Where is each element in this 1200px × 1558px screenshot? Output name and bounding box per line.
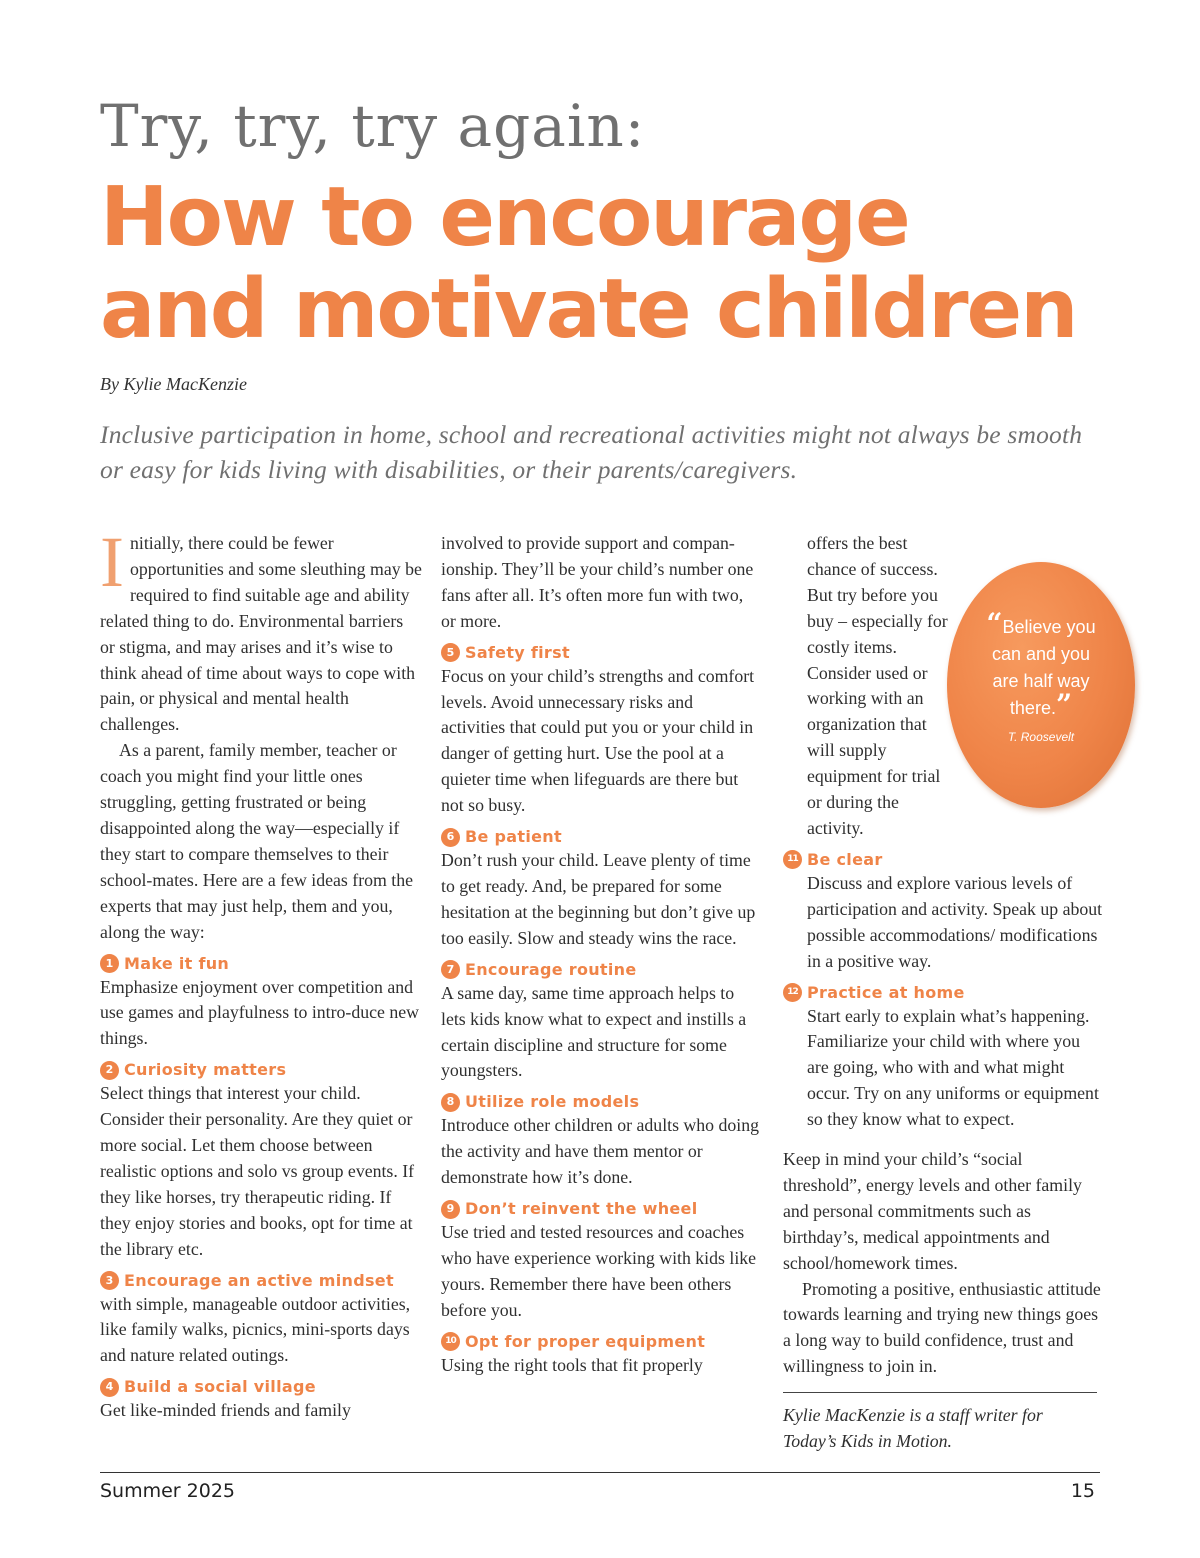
tip-heading: Opt for proper equipment (465, 1331, 706, 1351)
tip-number-badge: 5 (441, 643, 460, 662)
pull-quote (947, 562, 1135, 808)
lede: Inclusive participation in home, school and recreational activities might not always be smooth or easy for kids living with disabilities, or their parents/caregivers. (100, 420, 1083, 484)
tip-heading: Build a social village (124, 1377, 316, 1397)
tip-11 (783, 849, 1103, 975)
close-quote-mark: ” (1055, 688, 1073, 721)
intro-paragraph-1: Initially, there could be fewer opportunities and some sleuthing may be required to find suitable age and ability related thing to do. Environmental barriers or stigma, and may arises and it’s wise to think ahead of time about ways to cope with pain, or physical and mental health challenges. (100, 522, 422, 735)
tip-5 (441, 642, 761, 819)
tip-body: Start early to explain what’s happening. Familiarize your child with where you are going, who with and what might occur. Try on any uniforms or equipment so they know what to expect. (807, 1005, 1099, 1130)
author-bio-line-2: Today’s Kids in Motion. (783, 1431, 952, 1452)
pull-quote-text: “Believe you can and you are half way there.” (986, 607, 1096, 721)
tip-body: Get like-minded friends and family (100, 1400, 351, 1421)
page-number: 15 (1070, 1480, 1095, 1502)
tip-10 (441, 1331, 761, 1379)
tip-body: Introduce other children or adults who doing the activity and have them mentor or demonstrate how it’s done. (441, 1115, 760, 1188)
tip-7 (441, 959, 761, 1085)
column-2 (441, 531, 761, 1379)
tip-body: Using the right tools that fit properly (441, 1354, 703, 1375)
overtitle: Try, try, try again: (100, 92, 646, 160)
tip-3 (100, 1270, 422, 1370)
tip-number-badge: 9 (441, 1200, 460, 1219)
tip-8 (441, 1091, 761, 1191)
intro-paragraph-2: As a parent, family member, teacher or coach you might find your little ones struggling, getting frustrated or being disappointed along the way—especially if they start to compare themselves to their school-mates. Here are a few ideas from the experts that may just help, them and you, along the way: (100, 740, 414, 942)
tip-1 (100, 953, 422, 1053)
open-quote-mark: “ (986, 607, 1003, 640)
tip-heading: Practice at home (807, 982, 965, 1002)
tip-body: Use tried and tested resources and coaches who have experience working with kids like yours. Remember there have been others before you. (441, 1222, 757, 1320)
tip-2 (100, 1059, 422, 1262)
tip-number-badge: 1 (100, 954, 119, 973)
tip-heading: Safety first (465, 642, 570, 662)
author-bio (783, 1403, 1103, 1455)
tip-6 (441, 826, 761, 952)
closing-paragraph-2: Promoting a positive, enthusiastic attitude towards learning and trying new things goes a long way to build confidence, trust and willingness to join in. (783, 1278, 1101, 1377)
tip-number-badge: 6 (441, 828, 460, 847)
tip-heading: Be clear (807, 849, 883, 869)
column-1 (100, 522, 422, 1424)
drop-cap: I (100, 522, 124, 602)
tip-4-continued: involved to provide support and compan-ionship. They’ll be your child’s number one fans after all. It’s often more fun with two, or more. (441, 533, 754, 631)
footer-rule (100, 1472, 1100, 1473)
tip-10-continued: offers the best chance of success. But try before you buy – especially for costly items. Consider used or working with an organization that will supply equipment for trial or during the activity. (807, 533, 948, 838)
tip-number-badge: 7 (441, 960, 460, 979)
pull-quote-attribution: T. Roosevelt (1007, 730, 1075, 744)
tip-body: Don’t rush your child. Leave plenty of time to get ready. And, be prepared for some hesitation at the beginning but don’t give up too easily. Slow and steady wins the race. (441, 850, 756, 948)
byline: By Kylie MacKenzie (100, 374, 247, 394)
tip-12 (783, 982, 1103, 1134)
tip-heading: Don’t reinvent the wheel (465, 1199, 698, 1219)
tip-heading: Utilize role models (465, 1092, 640, 1112)
tip-heading: Be patient (465, 827, 562, 847)
tip-9 (441, 1198, 761, 1324)
author-bio-line-1: Kylie MacKenzie is a staff writer for (783, 1405, 1043, 1426)
tip-heading: Encourage an active mindset (124, 1270, 394, 1290)
tip-4 (100, 1376, 422, 1424)
issue-label: Summer 2025 (100, 1480, 236, 1502)
title-line-1: How to encourage (100, 170, 909, 265)
tip-body: Select things that interest your child. Consider their personality. Are they quiet or more social. Let them choose between realistic options and solo vs group events. If they like horses, try therapeutic riding. If they enjoy stories and books, opt for time at the library etc. (100, 1083, 415, 1259)
tip-body: with simple, manageable outdoor activities, like family walks, picnics, mini-sports days and nature related outings. (100, 1293, 411, 1366)
closing-paragraph-1: Keep in mind your child’s “social threshold”, energy levels and other family and personal commitments such as birthday’s, medical appointments and school/homework times. (783, 1149, 1082, 1273)
tip-heading: Encourage routine (465, 959, 637, 979)
tip-heading: Make it fun (124, 953, 230, 973)
title-line-2: and motivate children (100, 262, 1077, 357)
tip-body: Discuss and explore various levels of participation and activity. Speak up about possible accommodations/ modifications in a positive way. (807, 872, 1103, 971)
tip-number-badge: 2 (100, 1061, 119, 1080)
tip-body: Emphasize enjoyment over competition and use games and playfulness to intro-duce new things. (100, 976, 419, 1049)
tip-number-badge: 8 (441, 1093, 460, 1112)
bio-divider (783, 1392, 1097, 1393)
tip-number-badge: 11 (783, 850, 802, 869)
tip-number-badge: 3 (100, 1271, 119, 1290)
tip-number-badge: 4 (100, 1378, 119, 1397)
tip-number-badge: 12 (783, 983, 802, 1002)
tip-body: A same day, same time approach helps to lets kids know what to expect and instills a certain discipline and structure for some youngsters. (441, 982, 747, 1081)
tip-number-badge: 10 (441, 1332, 460, 1351)
tip-heading: Curiosity matters (124, 1060, 287, 1080)
article-title (100, 172, 1160, 356)
tip-body: Focus on your child’s strengths and comfort levels. Avoid unnecessary risks and activities that could put you or your child in danger of getting hurt. Use the pool at a quieter time when lifeguards are there but not so busy. (441, 665, 755, 816)
